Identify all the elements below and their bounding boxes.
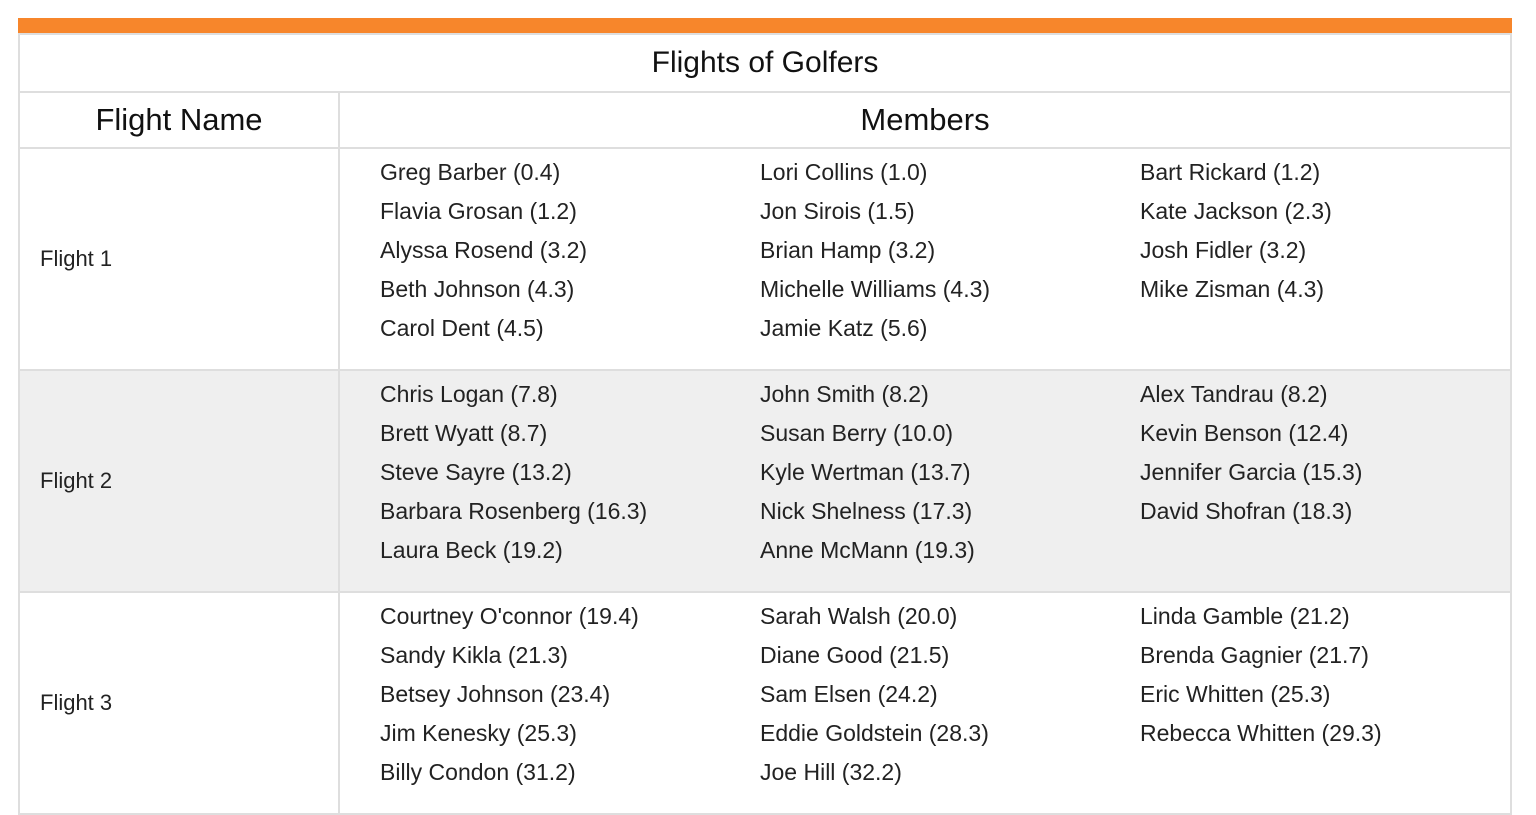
member-entry: Betsey Johnson (23.4) [380,681,611,707]
member-entry: Brett Wyatt (8.7) [380,420,548,446]
orange-accent-bar [18,18,1512,33]
member-entry: Kevin Benson (12.4) [1140,420,1349,446]
member-entry: Sam Elsen (24.2) [760,681,938,707]
member-entry: Alex Tandrau (8.2) [1140,381,1328,407]
members-list [380,157,1510,352]
members-cell [339,370,1511,592]
members-list [380,601,1510,796]
flight-name-cell: Flight 1 [19,148,339,370]
member-entry: Brenda Gagnier (21.7) [1140,642,1369,668]
member-entry: Chris Logan (7.8) [380,381,558,407]
member-entry: Brian Hamp (3.2) [760,237,936,263]
member-entry: Mike Zisman (4.3) [1140,276,1325,302]
column-header-members: Members [339,92,1511,148]
member-entry: Joe Hill (32.2) [760,759,902,785]
member-entry: Anne McMann (19.3) [760,537,975,563]
member-entry: Flavia Grosan (1.2) [380,198,577,224]
member-entry: Diane Good (21.5) [760,642,950,668]
member-entry: David Shofran (18.3) [1140,498,1353,524]
member-entry: Nick Shelness (17.3) [760,498,973,524]
member-entry: Eddie Goldstein (28.3) [760,720,989,746]
member-entry: Sarah Walsh (20.0) [760,603,958,629]
member-entry: Jon Sirois (1.5) [760,198,915,224]
member-entry: Sandy Kikla (21.3) [380,642,568,668]
member-entry: Laura Beck (19.2) [380,537,563,563]
member-entry: Linda Gamble (21.2) [1140,603,1350,629]
member-entry: Billy Condon (31.2) [380,759,576,785]
members-cell [339,592,1511,814]
member-entry: Beth Johnson (4.3) [380,276,575,302]
flights-table [18,33,1512,815]
members-list [380,379,1510,574]
table-row [19,370,1511,592]
member-entry: Courtney O'connor (19.4) [380,603,639,629]
member-entry: Lori Collins (1.0) [760,159,928,185]
table-title: Flights of Golfers [19,34,1511,92]
flights-table-container [18,18,1512,815]
member-entry: Kyle Wertman (13.7) [760,459,971,485]
column-header-flight-name: Flight Name [19,92,339,148]
member-entry: Eric Whitten (25.3) [1140,681,1331,707]
flight-rows [19,148,1511,814]
table-row [19,592,1511,814]
member-entry: Bart Rickard (1.2) [1140,159,1321,185]
member-entry: Steve Sayre (13.2) [380,459,572,485]
member-entry: Barbara Rosenberg (16.3) [380,498,648,524]
member-entry: Josh Fidler (3.2) [1140,237,1307,263]
member-entry: Michelle Williams (4.3) [760,276,991,302]
table-row [19,148,1511,370]
member-entry: Jennifer Garcia (15.3) [1140,459,1363,485]
member-entry: Alyssa Rosend (3.2) [380,237,588,263]
member-entry: Carol Dent (4.5) [380,315,544,341]
flight-name-cell: Flight 3 [19,592,339,814]
member-entry: Greg Barber (0.4) [380,159,561,185]
member-entry: Jamie Katz (5.6) [760,315,928,341]
member-entry: Jim Kenesky (25.3) [380,720,577,746]
member-entry: Kate Jackson (2.3) [1140,198,1332,224]
member-entry: Rebecca Whitten (29.3) [1140,720,1382,746]
member-entry: John Smith (8.2) [760,381,929,407]
flight-name-cell: Flight 2 [19,370,339,592]
member-entry: Susan Berry (10.0) [760,420,954,446]
members-cell [339,148,1511,370]
